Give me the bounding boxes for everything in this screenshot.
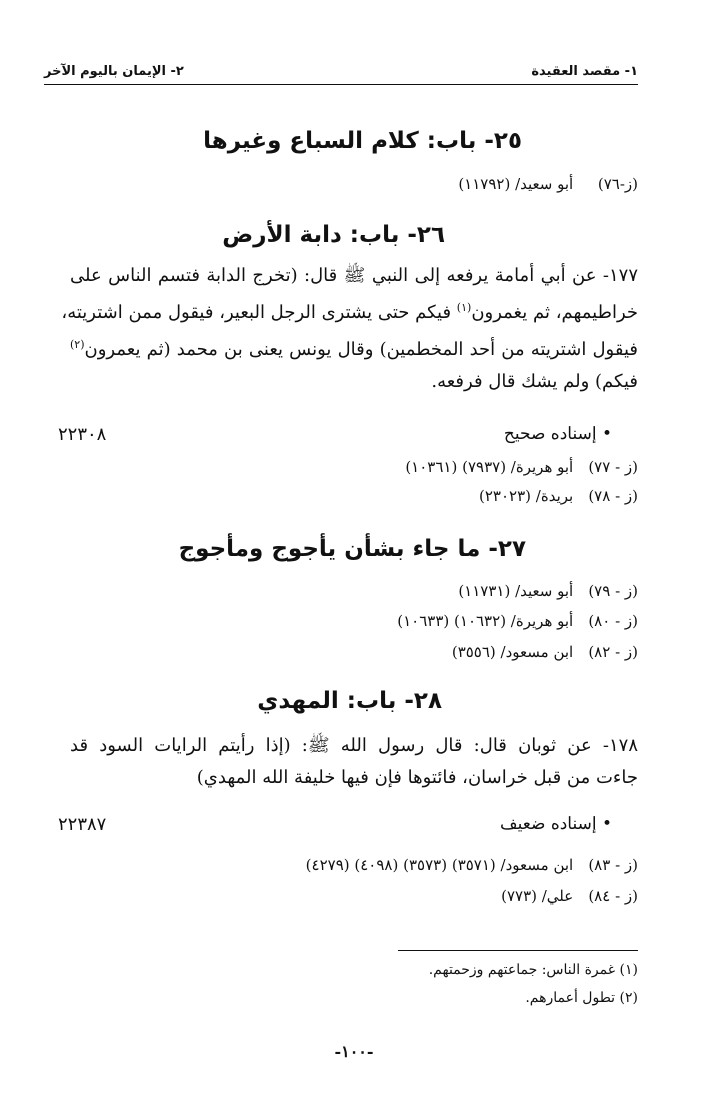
section-heading-27: ٢٧- ما جاء بشأن يأجوج ومأجوج xyxy=(178,536,526,562)
hadith-178 xyxy=(70,730,638,794)
reference-text: بريدة/ (٢٣٠٢٣) xyxy=(479,487,574,505)
hadith-line: فيكم) ولم يشك قال فرفعه. xyxy=(431,371,638,392)
hadith-line: جاءت من قبل خراسان، فائتوها فإن فيها خليفة الله المهدي) xyxy=(196,767,638,788)
reference-line xyxy=(452,643,638,661)
hadith-number: ٢٢٣٨٧ xyxy=(58,814,107,835)
hadith-number: ٢٢٣٠٨ xyxy=(58,424,107,445)
isnad-grade: • إسناده صحيح xyxy=(503,424,612,444)
footnote-marker: (٢) xyxy=(70,338,85,351)
reference-line xyxy=(458,175,638,193)
reference-text: أبو سعيد/ (١١٧٣١) xyxy=(458,582,574,600)
page-number: -١٠٠- xyxy=(334,1042,374,1061)
reference-text: ابن مسعود/ (٣٥٧١) (٣٥٧٣) (٤٠٩٨) (٤٢٧٩) xyxy=(305,856,574,874)
reference-line xyxy=(458,582,638,600)
hadith-line: ١٧٨- عن ثوبان قال: قال رسول الله ﷺ: (إذا رأيتم الرايات السود قد xyxy=(70,735,638,756)
reference-code: (ز - ٧٨) xyxy=(588,487,638,505)
reference-line xyxy=(501,887,638,905)
reference-code: (ز - ٧٧) xyxy=(588,458,638,476)
reference-line xyxy=(405,458,638,476)
reference-code: (ز - ٧٩) xyxy=(588,582,638,600)
section-heading-26: ٢٦- باب: دابة الأرض xyxy=(222,222,445,248)
footnote-marker: (١) xyxy=(456,301,472,314)
header-divider xyxy=(44,84,638,85)
reference-code: (ز - ٨٣) xyxy=(588,856,638,874)
reference-code: (ز-٧٦) xyxy=(597,175,638,193)
reference-line xyxy=(397,612,638,630)
footnote-divider xyxy=(398,950,638,951)
footnote: (٢) تطول أعمارهم. xyxy=(525,990,638,1006)
isnad-grade: • إسناده ضعيف xyxy=(500,814,612,834)
hadith-line: خراطيمهم، ثم يغمرون$^{(١)}$ فيكم حتى يشترى الرجل البعير، فيقول ممن اشتريته، xyxy=(61,301,638,323)
running-header xyxy=(44,58,638,80)
reference-text: أبو سعيد/ (١١٧٩٢) xyxy=(458,175,574,193)
reference-code: (ز - ٨٢) xyxy=(588,643,638,661)
reference-code: (ز - ٨٠) xyxy=(588,612,638,630)
header-chapter: ١- مقصد العقيدة xyxy=(531,64,638,79)
hadith-line: فيقول اشتريته من أحد المخطمين) وقال يونس يعنى بن محمد (ثم يعمرون$^{(٢)}$ xyxy=(70,338,638,360)
reference-text: علي/ (٧٧٣) xyxy=(501,887,574,905)
reference-line xyxy=(479,487,638,505)
footnote: (١) غمرة الناس: جماعتهم وزحمتهم. xyxy=(428,962,638,978)
reference-text: أبو هريرة/ (٧٩٣٧) (١٠٣٦١) xyxy=(405,458,574,476)
section-heading-25: ٢٥- باب: كلام السباع وغيرها xyxy=(203,128,522,154)
section-heading-28: ٢٨- باب: المهدي xyxy=(257,688,442,714)
header-section: ٢- الإيمان باليوم الآخر xyxy=(44,64,184,79)
reference-code: (ز - ٨٤) xyxy=(588,887,638,905)
reference-text: ابن مسعود/ (٣٥٥٦) xyxy=(451,643,574,661)
reference-text: أبو هريرة/ (١٠٦٣٢) (١٠٦٣٣) xyxy=(397,612,574,630)
hadith-line: ١٧٧- عن أبي أمامة يرفعه إلى النبي ﷺ قال: (تخرج الدابة فتسم الناس على xyxy=(70,265,638,286)
hadith-177 xyxy=(61,260,638,398)
reference-line xyxy=(306,856,638,874)
